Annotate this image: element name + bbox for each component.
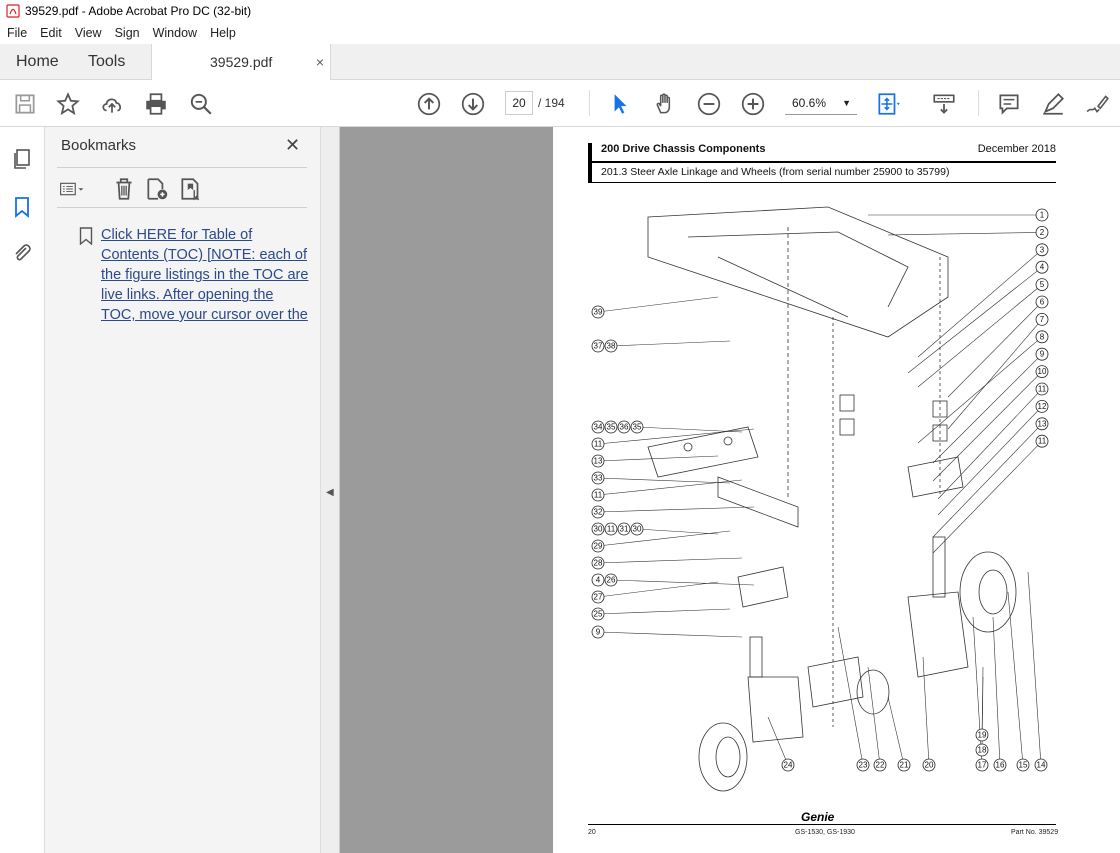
footer-page-number: 20 xyxy=(588,829,596,836)
callout-label: 14 xyxy=(1036,760,1046,770)
callout-leader xyxy=(973,617,982,765)
toolbar-divider xyxy=(978,90,979,116)
bushing xyxy=(840,419,854,435)
tab-tools[interactable]: Tools xyxy=(88,53,126,70)
panel-splitter[interactable] xyxy=(321,127,340,853)
zoom-in-icon[interactable] xyxy=(740,91,766,117)
callout-label: 24 xyxy=(783,760,793,770)
part-callout xyxy=(592,574,604,586)
spindle xyxy=(933,537,945,597)
callout-label: 9 xyxy=(1039,349,1045,359)
callout-label: 7 xyxy=(1039,314,1045,324)
callout-leader xyxy=(948,302,1042,397)
title-bar xyxy=(0,0,1120,22)
scrolling-mode-icon[interactable] xyxy=(931,91,957,117)
page-number-input[interactable]: 20 xyxy=(505,91,533,115)
callout-label: 36 xyxy=(619,422,629,432)
bushing xyxy=(840,395,854,411)
callout-label: 27 xyxy=(593,592,603,602)
callout-label: 32 xyxy=(593,507,603,517)
part-callout xyxy=(631,523,718,535)
part-callout xyxy=(888,697,910,771)
steer-arm xyxy=(908,457,963,497)
part-callout xyxy=(605,421,617,433)
callout-label: 26 xyxy=(606,575,616,585)
part-callout xyxy=(948,296,1048,397)
callout-leader xyxy=(888,697,904,765)
menu-help[interactable]: Help xyxy=(210,26,236,40)
callout-label: 11 xyxy=(593,439,603,449)
new-bookmark-icon[interactable] xyxy=(144,176,170,202)
page-thumbnails-icon[interactable] xyxy=(10,147,34,171)
callout-label: 35 xyxy=(606,422,616,432)
callout-label: 10 xyxy=(1037,367,1047,377)
callout-leader xyxy=(611,341,730,346)
menu-window[interactable]: Window xyxy=(152,26,198,40)
part-callout xyxy=(592,626,742,638)
part-callout xyxy=(918,244,1048,357)
callout-label: 38 xyxy=(606,341,616,351)
callout-label: 18 xyxy=(977,745,987,755)
bookmark-from-structure-icon[interactable] xyxy=(178,176,204,202)
callouts-left xyxy=(592,297,754,638)
callout-label: 21 xyxy=(899,760,909,770)
zoom-select[interactable] xyxy=(785,91,857,115)
window-title: 39529.pdf - Adobe Acrobat Pro DC (32-bit) xyxy=(25,4,252,18)
callout-label: 31 xyxy=(619,524,629,534)
bookmark-panel-icon[interactable] xyxy=(10,195,34,219)
steer-plate xyxy=(648,427,758,477)
tie-rod xyxy=(718,477,798,527)
callout-label: 19 xyxy=(977,730,987,740)
close-tab-button[interactable]: × xyxy=(315,54,324,70)
part-callout xyxy=(592,506,754,518)
callout-label: 12 xyxy=(1037,401,1047,411)
callout-leader xyxy=(637,529,718,534)
callout-leader xyxy=(933,372,1042,481)
part-callout xyxy=(948,313,1048,429)
comment-icon[interactable] xyxy=(996,91,1022,117)
callout-label: 23 xyxy=(858,760,868,770)
drive-motor xyxy=(808,657,863,707)
callout-leader xyxy=(1028,572,1041,765)
callout-leader xyxy=(868,667,880,765)
footer-line xyxy=(588,824,1056,825)
callout-label: 39 xyxy=(593,307,603,317)
part-callout xyxy=(592,429,754,450)
header-rule xyxy=(588,143,592,183)
chevron-down-icon: ▼ xyxy=(842,97,851,108)
part-callout xyxy=(933,418,1048,537)
zoom-value: 60.6% xyxy=(792,95,827,110)
left-hub xyxy=(716,737,740,777)
callout-label: 4 xyxy=(595,575,601,585)
callout-label: 30 xyxy=(593,524,603,534)
callout-leader xyxy=(598,609,730,614)
part-callout xyxy=(933,366,1048,481)
part-callout xyxy=(868,667,886,771)
parts-diagram xyxy=(588,197,1068,797)
part-callout xyxy=(605,574,754,586)
callout-label: 15 xyxy=(1018,760,1028,770)
part-callout xyxy=(918,331,1048,443)
callout-leader xyxy=(888,232,1042,235)
callout-label: 11 xyxy=(606,524,616,534)
bookmarks-panel xyxy=(45,127,321,853)
attachment-icon[interactable] xyxy=(10,241,34,265)
part-callout xyxy=(976,667,988,741)
callout-label: 37 xyxy=(593,341,603,351)
callout-label: 35 xyxy=(632,422,642,432)
page-subtitle: 201.3 Steer Axle Linkage and Wheels (from serial number 25900 to 35799) xyxy=(601,166,950,178)
part-callout xyxy=(868,209,1048,221)
callout-label: 30 xyxy=(632,524,642,534)
callout-leader xyxy=(908,267,1042,373)
callout-leader xyxy=(598,297,718,312)
bookmark-options-icon[interactable] xyxy=(59,176,85,202)
acrobat-icon xyxy=(6,4,20,18)
document-tab-label: 39529.pdf xyxy=(210,54,273,70)
menu-sign[interactable]: Sign xyxy=(114,26,140,40)
callout-leader xyxy=(933,441,1042,553)
callout-leader xyxy=(918,285,1042,387)
tab-home[interactable]: Home xyxy=(16,53,59,70)
callout-label: 11 xyxy=(1037,384,1047,394)
part-callout xyxy=(605,523,617,535)
bookmark-item-toc[interactable]: Click HERE for Table of Contents (TOC) [NOTE: each of the figure listings in the TOC are live links. After opening the TOC, move your cursor over the xyxy=(101,227,309,323)
right-wheel xyxy=(960,552,1016,632)
part-callout xyxy=(938,383,1048,499)
callout-leader xyxy=(598,558,742,563)
previous-page-icon[interactable] xyxy=(416,91,442,117)
callout-label: 13 xyxy=(593,456,603,466)
close-panel-button[interactable]: ✕ xyxy=(285,135,301,155)
part-callout xyxy=(933,435,1048,553)
sign-icon[interactable] xyxy=(1084,91,1110,117)
page-total: / 194 xyxy=(538,96,565,110)
callout-leader xyxy=(768,717,788,765)
callout-label: 9 xyxy=(595,627,601,637)
callout-label: 6 xyxy=(1039,297,1045,307)
menu-edit[interactable]: Edit xyxy=(40,26,62,40)
zoom-search-icon[interactable] xyxy=(188,91,214,117)
callout-label: 3 xyxy=(1039,245,1045,255)
callout-leader xyxy=(938,389,1042,499)
pivot xyxy=(684,443,692,451)
delete-bookmark-icon[interactable] xyxy=(111,176,137,202)
callout-label: 16 xyxy=(995,760,1005,770)
part-callout xyxy=(631,421,742,433)
part-callout xyxy=(1028,572,1047,771)
callout-leader xyxy=(637,427,742,432)
menu-bar xyxy=(0,22,1120,44)
callout-label: 1 xyxy=(1039,210,1045,220)
menu-file[interactable]: File xyxy=(7,26,28,40)
footer-part-number: Part No. 39529 xyxy=(1011,829,1059,836)
divider xyxy=(57,207,307,208)
callout-leader xyxy=(933,424,1042,537)
part-callout xyxy=(592,557,742,569)
page-date: December 2018 xyxy=(977,143,1056,155)
pdf-page xyxy=(553,127,1120,853)
chassis-detail xyxy=(688,232,908,307)
part-callout xyxy=(592,421,604,433)
part-callout xyxy=(933,348,1048,463)
spindle xyxy=(750,637,762,677)
steer-yoke xyxy=(738,567,788,607)
part-callout xyxy=(993,617,1006,771)
divider xyxy=(57,167,307,168)
callout-leader xyxy=(598,632,742,637)
part-callout xyxy=(592,472,730,484)
highlight-pen-icon[interactable] xyxy=(1040,91,1066,117)
callout-label: 11 xyxy=(1037,436,1047,446)
part-callout xyxy=(592,340,604,352)
footer-models: GS-1530, GS-1930 xyxy=(795,829,855,836)
left-knuckle xyxy=(748,677,803,742)
genie-logo: Genie xyxy=(801,810,835,824)
part-callout xyxy=(918,279,1048,387)
hand-tool-icon[interactable] xyxy=(652,91,678,117)
callout-leader xyxy=(611,580,754,585)
callout-label: 4 xyxy=(1039,262,1045,272)
callout-label: 2 xyxy=(1039,227,1045,237)
select-cursor-icon[interactable] xyxy=(607,91,633,117)
collapse-arrow-icon[interactable]: ◀ xyxy=(326,487,334,498)
callout-label: 25 xyxy=(593,609,603,619)
callout-label: 28 xyxy=(593,558,603,568)
callout-label: 33 xyxy=(593,473,603,483)
tab-document[interactable] xyxy=(151,44,331,80)
header-line xyxy=(592,161,1056,163)
callout-leader xyxy=(993,617,1000,765)
right-knuckle xyxy=(908,592,968,677)
bookmarks-title: Bookmarks xyxy=(61,137,137,154)
part-callout xyxy=(605,340,730,352)
part-callout xyxy=(592,523,604,535)
part-callout xyxy=(592,608,730,620)
tab-bar xyxy=(0,44,1120,80)
callout-label: 13 xyxy=(1037,419,1047,429)
chassis-frame xyxy=(648,207,948,337)
part-callout xyxy=(1008,592,1029,771)
right-hub xyxy=(979,570,1007,614)
print-icon[interactable] xyxy=(143,91,169,117)
callout-label: 34 xyxy=(593,422,603,432)
bookmark-icon xyxy=(79,227,93,245)
callout-label: 29 xyxy=(593,541,603,551)
next-page-icon[interactable] xyxy=(460,91,486,117)
subtitle-line xyxy=(592,182,1056,183)
callout-leader xyxy=(598,456,718,461)
part-callout xyxy=(592,297,718,318)
callout-leader xyxy=(598,480,742,495)
callout-leader xyxy=(838,627,863,765)
callout-label: 11 xyxy=(593,490,603,500)
fit-page-icon[interactable] xyxy=(875,91,901,117)
toolbar-divider xyxy=(589,90,590,116)
part-callout xyxy=(618,421,630,433)
callout-leader xyxy=(598,582,718,597)
callout-label: 5 xyxy=(1039,280,1045,290)
callout-label: 22 xyxy=(875,760,885,770)
callout-leader xyxy=(1008,592,1023,765)
part-callout xyxy=(888,226,1048,238)
zoom-out-icon[interactable] xyxy=(696,91,722,117)
callout-leader xyxy=(923,657,929,765)
callout-leader xyxy=(598,531,730,546)
save-icon[interactable] xyxy=(12,91,38,117)
star-icon[interactable] xyxy=(55,91,81,117)
part-callout xyxy=(592,455,718,467)
section-title: 200 Drive Chassis Components xyxy=(601,143,766,155)
upload-cloud-icon[interactable] xyxy=(99,91,125,117)
document-viewer[interactable] xyxy=(340,127,1120,853)
menu-view[interactable]: View xyxy=(74,26,102,40)
callout-label: 20 xyxy=(924,760,934,770)
left-rail xyxy=(0,127,45,853)
part-callout xyxy=(768,717,794,771)
part-callout xyxy=(618,523,630,535)
callout-label: 17 xyxy=(977,760,987,770)
callout-label: 8 xyxy=(1039,332,1045,342)
callout-leader xyxy=(598,478,730,483)
pivot xyxy=(724,437,732,445)
callout-leader xyxy=(598,507,754,512)
callout-leader xyxy=(948,319,1042,429)
